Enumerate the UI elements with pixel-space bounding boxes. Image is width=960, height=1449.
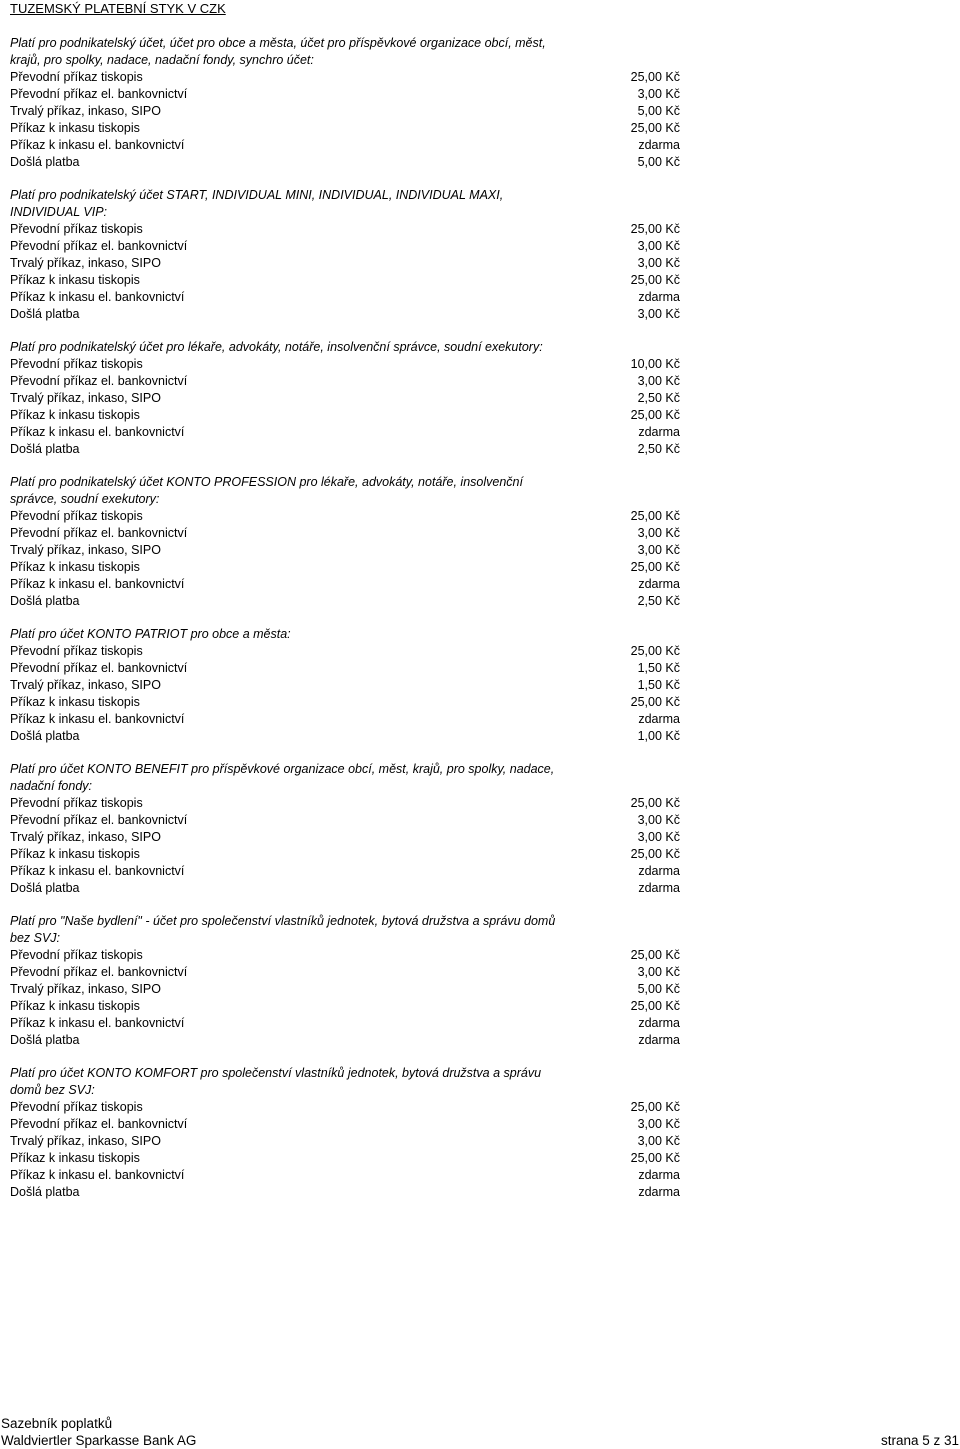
fee-price: 10,00 Kč [630,357,680,371]
fee-price: 3,00 Kč [637,830,680,844]
fee-label: Příkaz k inkasu el. bankovnictví [10,712,185,726]
fee-price: 25,00 Kč [630,408,680,422]
fee-label: Příkaz k inkasu tiskopis [10,408,140,422]
fee-label: Převodní příkaz tiskopis [10,222,143,236]
fee-row [10,1133,680,1150]
fee-label: Trvalý příkaz, inkaso, SIPO [10,678,161,692]
fee-price: zdarma [638,290,680,304]
fee-row [10,660,680,677]
fee-label: Došlá platba [10,729,80,743]
fee-price: 25,00 Kč [630,222,680,236]
fee-row [10,1032,680,1049]
fee-label: Příkaz k inkasu tiskopis [10,999,140,1013]
fee-price: 25,00 Kč [630,560,680,574]
fee-row [10,711,680,728]
fee-label: Došlá platba [10,594,80,608]
fee-row [10,407,680,424]
fee-label: Příkaz k inkasu tiskopis [10,121,140,135]
fee-section [10,626,680,745]
fee-price: 2,50 Kč [637,594,680,608]
fee-row [10,69,680,86]
fee-price: 5,00 Kč [637,104,680,118]
fee-price: 25,00 Kč [630,644,680,658]
fee-label: Převodní příkaz el. bankovnictví [10,374,188,388]
fee-row [10,221,680,238]
fee-row [10,998,680,1015]
fee-row [10,643,680,660]
fee-row [10,508,680,525]
fee-row [10,390,680,407]
fee-price: 3,00 Kč [637,813,680,827]
fee-price: 1,50 Kč [637,678,680,692]
fee-price: 25,00 Kč [630,121,680,135]
fee-price: 25,00 Kč [630,273,680,287]
fee-label: Převodní příkaz el. bankovnictví [10,87,188,101]
fee-label: Převodní příkaz tiskopis [10,357,143,371]
fee-row [10,525,680,542]
fee-label: Došlá platba [10,1185,80,1199]
fee-label: Převodní příkaz el. bankovnictví [10,526,188,540]
fee-price: 3,00 Kč [637,965,680,979]
fee-label: Příkaz k inkasu tiskopis [10,1151,140,1165]
fee-row [10,86,680,103]
fee-label: Převodní příkaz tiskopis [10,1100,143,1114]
fee-price: 3,00 Kč [637,307,680,321]
fee-price: 3,00 Kč [637,374,680,388]
fee-label: Trvalý příkaz, inkaso, SIPO [10,830,161,844]
fee-label: Příkaz k inkasu tiskopis [10,273,140,287]
fee-price: zdarma [638,1185,680,1199]
fee-label: Trvalý příkaz, inkaso, SIPO [10,104,161,118]
fee-price: 25,00 Kč [630,847,680,861]
footer-title: Sazebník poplatků [1,1416,113,1431]
section-heading: Platí pro "Naše bydlení" - účet pro společenství vlastníků jednotek, bytová družstva a správu domů bez SVJ: [10,914,556,945]
fee-row [10,795,680,812]
section-heading: Platí pro účet KONTO BENEFIT pro příspěvkové organizace obcí, měst, krajů, pro spolky, nadace, nadační fondy: [10,762,555,793]
fee-row [10,272,680,289]
fee-section [10,761,680,897]
fee-label: Trvalý příkaz, inkaso, SIPO [10,256,161,270]
fee-label: Trvalý příkaz, inkaso, SIPO [10,391,161,405]
fee-label: Došlá platba [10,442,80,456]
fee-label: Převodní příkaz tiskopis [10,70,143,84]
fee-price: 5,00 Kč [637,155,680,169]
fee-row [10,103,680,120]
fee-row [10,576,680,593]
fee-price: 3,00 Kč [637,1134,680,1148]
fee-label: Trvalý příkaz, inkaso, SIPO [10,982,161,996]
fee-row [10,1150,680,1167]
fee-row [10,424,680,441]
fee-price: zdarma [638,1016,680,1030]
fee-price: 1,50 Kč [637,661,680,675]
fee-label: Převodní příkaz el. bankovnictví [10,1117,188,1131]
fee-row [10,137,680,154]
footer-bank-name: Waldviertler Sparkasse Bank AG [1,1433,197,1448]
fee-row [10,593,680,610]
fee-price: 3,00 Kč [637,256,680,270]
fee-row [10,981,680,998]
fee-row [10,559,680,576]
fee-price: 3,00 Kč [637,543,680,557]
fee-label: Příkaz k inkasu tiskopis [10,695,140,709]
fee-label: Příkaz k inkasu el. bankovnictví [10,1016,185,1030]
footer-page-number: strana 5 z 31 [880,1433,959,1448]
fee-price: 25,00 Kč [630,999,680,1013]
fee-label: Převodní příkaz tiskopis [10,509,143,523]
fee-price: zdarma [638,425,680,439]
fee-label: Převodní příkaz tiskopis [10,644,143,658]
fee-label: Trvalý příkaz, inkaso, SIPO [10,1134,161,1148]
fee-label: Došlá platba [10,307,80,321]
fee-price: zdarma [638,577,680,591]
fee-row [10,880,680,897]
fee-row [10,846,680,863]
fee-row [10,1015,680,1032]
fee-label: Příkaz k inkasu el. bankovnictví [10,864,185,878]
fee-row [10,289,680,306]
fee-price: zdarma [638,1168,680,1182]
fee-price: 25,00 Kč [630,70,680,84]
fee-label: Trvalý příkaz, inkaso, SIPO [10,543,161,557]
fee-row [10,677,680,694]
fee-price: 2,50 Kč [637,442,680,456]
fee-section [10,913,680,1049]
fee-label: Příkaz k inkasu el. bankovnictví [10,577,185,591]
fee-row [10,694,680,711]
fee-price: 3,00 Kč [637,87,680,101]
fee-price: zdarma [638,138,680,152]
fee-label: Převodní příkaz el. bankovnictví [10,813,188,827]
fee-label: Převodní příkaz tiskopis [10,948,143,962]
section-heading: Platí pro účet KONTO PATRIOT pro obce a města: [10,627,291,641]
fee-row [10,373,680,390]
section-heading: Platí pro podnikatelský účet KONTO PROFESSION pro lékaře, advokáty, notáře, insolvenční správce, soudní exekutory: [10,475,523,506]
fee-row [10,947,680,964]
fee-price: 25,00 Kč [630,695,680,709]
fee-label: Převodní příkaz el. bankovnictví [10,965,188,979]
fee-row [10,238,680,255]
fee-row [10,356,680,373]
fee-price: zdarma [638,864,680,878]
section-heading: Platí pro podnikatelský účet START, INDIVIDUAL MINI, INDIVIDUAL, INDIVIDUAL MAXI, INDIVIDUAL VIP: [10,188,504,219]
fee-price: 25,00 Kč [630,948,680,962]
fee-label: Došlá platba [10,881,80,895]
fee-row [10,728,680,745]
fee-row [10,863,680,880]
fee-price: 5,00 Kč [637,982,680,996]
fee-price: 25,00 Kč [630,796,680,810]
fee-row [10,829,680,846]
fee-row [10,1099,680,1116]
fee-label: Převodní příkaz tiskopis [10,796,143,810]
fee-price: 25,00 Kč [630,509,680,523]
fee-price: 3,00 Kč [637,239,680,253]
fee-row [10,441,680,458]
fee-label: Příkaz k inkasu tiskopis [10,847,140,861]
fee-price: 25,00 Kč [630,1100,680,1114]
fee-section [10,1065,680,1201]
fee-row [10,306,680,323]
fee-sections [10,35,680,1217]
fee-row [10,1184,680,1201]
fee-price: zdarma [638,712,680,726]
fee-section [10,35,680,171]
page-title: TUZEMSKÝ PLATEBNÍ STYK V CZK [10,1,226,16]
fee-row [10,120,680,137]
fee-price: 3,00 Kč [637,526,680,540]
fee-row [10,154,680,171]
fee-price: 2,50 Kč [637,391,680,405]
section-heading: Platí pro podnikatelský účet, účet pro obce a města, účet pro příspěvkové organizace obcí, měst, krajů, pro spolky, nadace, nadační fondy, synchro účet: [10,36,546,67]
fee-label: Příkaz k inkasu el. bankovnictví [10,1168,185,1182]
fee-label: Příkaz k inkasu el. bankovnictví [10,290,185,304]
fee-price: zdarma [638,881,680,895]
fee-section [10,339,680,458]
fee-section [10,474,680,610]
section-heading: Platí pro účet KONTO KOMFORT pro společenství vlastníků jednotek, bytová družstva a správu domů bez SVJ: [10,1066,542,1097]
section-heading: Platí pro podnikatelský účet pro lékaře, advokáty, notáře, insolvenční správce, soudní exekutory: [10,340,543,354]
fee-label: Příkaz k inkasu el. bankovnictví [10,425,185,439]
fee-row [10,1116,680,1133]
fee-label: Došlá platba [10,155,80,169]
fee-price: zdarma [638,1033,680,1047]
fee-label: Převodní příkaz el. bankovnictví [10,661,188,675]
fee-section [10,187,680,323]
fee-row [10,964,680,981]
fee-price: 25,00 Kč [630,1151,680,1165]
fee-label: Převodní příkaz el. bankovnictví [10,239,188,253]
fee-row [10,542,680,559]
fee-label: Příkaz k inkasu tiskopis [10,560,140,574]
fee-row [10,812,680,829]
fee-price: 1,00 Kč [637,729,680,743]
fee-price: 3,00 Kč [637,1117,680,1131]
fee-row [10,255,680,272]
fee-label: Příkaz k inkasu el. bankovnictví [10,138,185,152]
fee-label: Došlá platba [10,1033,80,1047]
fee-row [10,1167,680,1184]
